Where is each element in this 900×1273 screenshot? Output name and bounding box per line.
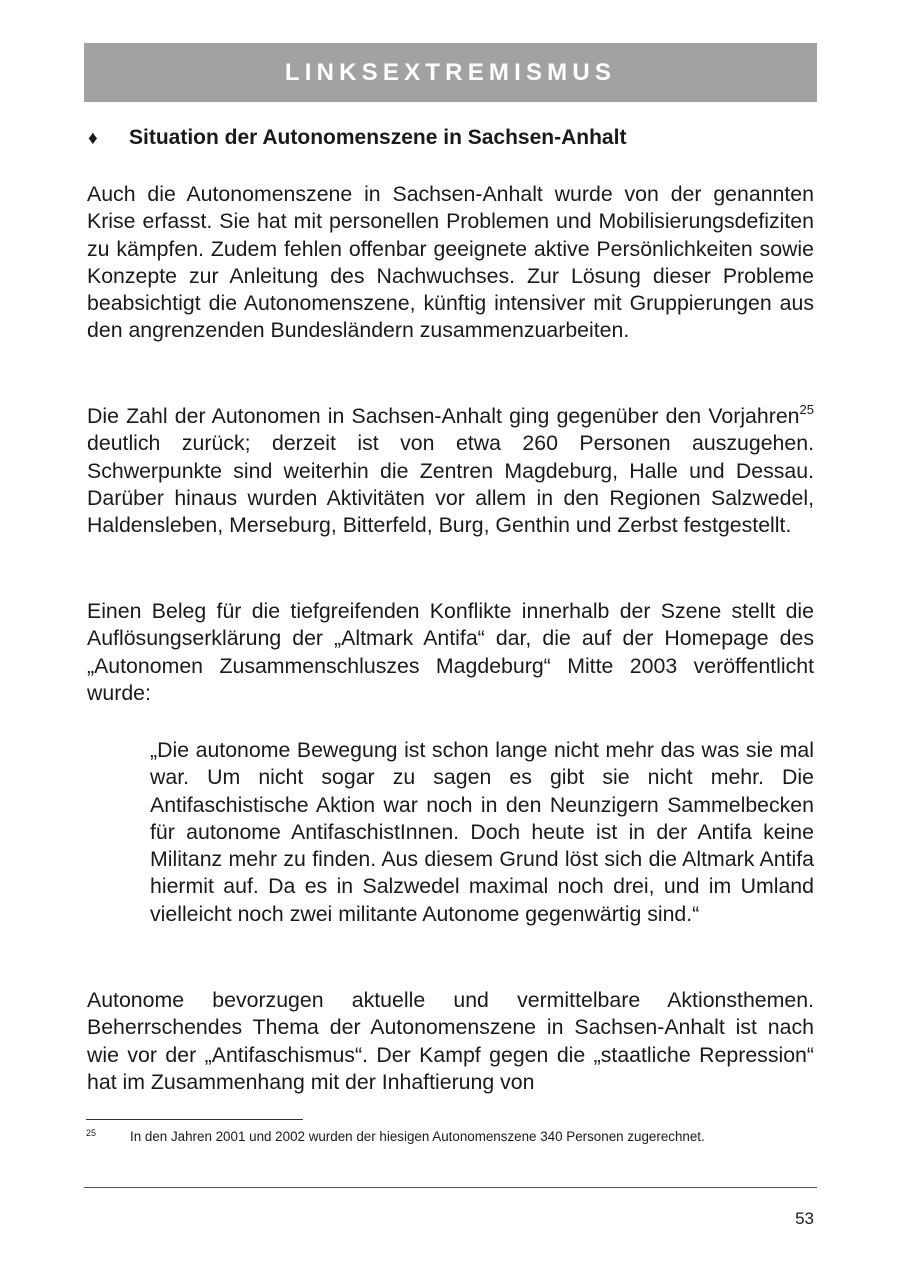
paragraph-2-after: deutlich zurück; derzeit ist von etwa 260 Personen auszugehen. Schwerpunkte sind weiterhin die Zentren Magdeburg, Halle und Dessau. Darüber hinaus wurden Aktivitäten vor allem in den Regionen Salzwedel, Haldensleben, Merseburg, Bitterfeld, Burg, Genthin und Zerbst festgestellt. bbox=[87, 431, 814, 538]
diamond-bullet-icon: ♦ bbox=[88, 128, 98, 149]
footnote-reference: 25 bbox=[799, 402, 814, 417]
section-header-title: LINKSEXTREMISMUS bbox=[284, 58, 617, 86]
footnote-text: In den Jahren 2001 und 2002 wurden der hiesigen Autonomenszene 340 Personen zugerechnet. bbox=[130, 1129, 705, 1144]
block-quote: „Die autonome Bewegung ist schon lange nicht mehr das was sie mal war. Um nicht sogar zu sagen es gibt sie nicht mehr. Die Antifaschistische Aktion war noch in den Neunzigern Sammelbecken für autonome AntifaschistInnen. Doch heute ist in der Antifa keine Militanz mehr zu finden. Aus diesem Grund löst sich die Altmark Antifa hiermit auf. Da es in Salzwedel maximal noch drei, und im Umland vielleicht noch zwei militante Autonome gegenwärtig sind.“ bbox=[150, 738, 814, 926]
page-number: 53 bbox=[795, 1209, 814, 1228]
section-heading-text: Situation der Autonomenszene in Sachsen-Anhalt bbox=[129, 126, 627, 149]
paragraph-3: Einen Beleg für die tiefgreifenden Konflikte innerhalb der Szene stellt die Auflösungserklärung der „Altmark Antifa“ dar, die auf der Homepage des „Autonomen Zusammenschluszes Magdeburg“ Mitte 2003 veröffentlicht wurde: bbox=[87, 599, 814, 705]
footer-divider bbox=[84, 1187, 817, 1188]
paragraph-2 bbox=[87, 403, 814, 539]
paragraph-4: Autonome bevorzugen aktuelle und vermittelbare Aktionsthemen. Beherrschendes Thema der Autonomenszene in Sachsen-Anhalt ist nach wie vor der „Antifaschismus“. Der Kampf gegen die „staatliche Repression“ hat im Zusammenhang mit der Inhaftierung von bbox=[87, 988, 814, 1094]
footnote bbox=[86, 1124, 816, 1146]
footnote-divider bbox=[86, 1119, 303, 1120]
footnote-number: 25 bbox=[86, 1128, 97, 1138]
paragraph-2-before: Die Zahl der Autonomen in Sachsen-Anhalt ging gegenüber den Vorjahren bbox=[87, 404, 800, 428]
section-heading bbox=[88, 124, 818, 153]
section-header-band bbox=[84, 43, 817, 102]
paragraph-1: Auch die Autonomenszene in Sachsen-Anhalt wurde von der genannten Krise erfasst. Sie hat mit personellen Problemen und Mobilisierungsdefiziten zu kämpfen. Zudem fehlen offenbar geeignete aktive Persönlichkeiten sowie Konzepte zur Anleitung des Nachwuchses. Zur Lösung dieser Probleme beabsichtigt die Autonomenszene, künftig intensiver mit Gruppierungen aus den angrenzenden Bundesländern zusammenzuarbeiten. bbox=[87, 182, 814, 343]
